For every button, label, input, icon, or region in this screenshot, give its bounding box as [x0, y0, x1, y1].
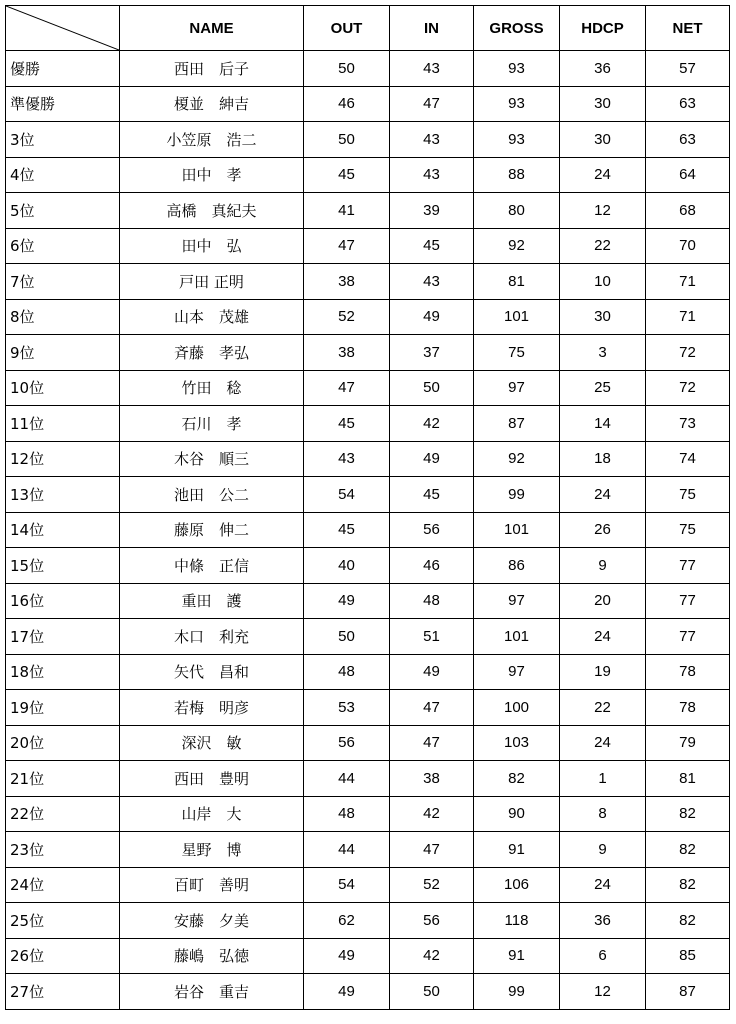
player-name-cell: 重田 護 — [120, 583, 304, 619]
in-score-cell: 46 — [390, 548, 474, 584]
column-header-out: OUT — [304, 6, 390, 51]
in-score-cell: 47 — [390, 725, 474, 761]
net-score-cell: 63 — [646, 122, 730, 158]
rank-cell: 準優勝 — [6, 86, 120, 122]
handicap-cell: 22 — [560, 228, 646, 264]
net-score-cell: 71 — [646, 264, 730, 300]
handicap-cell: 8 — [560, 796, 646, 832]
in-score-cell: 43 — [390, 157, 474, 193]
player-name-cell: 池田 公二 — [120, 477, 304, 513]
table-row — [6, 548, 730, 584]
in-score-cell: 56 — [390, 512, 474, 548]
net-score-cell: 78 — [646, 654, 730, 690]
net-score-cell: 71 — [646, 299, 730, 335]
rank-cell: 17位 — [6, 619, 120, 655]
player-name-cell: 深沢 敏 — [120, 725, 304, 761]
handicap-cell: 36 — [560, 51, 646, 87]
handicap-cell: 24 — [560, 867, 646, 903]
gross-score-cell: 101 — [474, 619, 560, 655]
header-row — [6, 6, 730, 51]
gross-score-cell: 103 — [474, 725, 560, 761]
player-name-cell: 西田 豊明 — [120, 761, 304, 797]
player-name-cell: 西田 后子 — [120, 51, 304, 87]
in-score-cell: 47 — [390, 832, 474, 868]
table-row — [6, 867, 730, 903]
in-score-cell: 38 — [390, 761, 474, 797]
out-score-cell: 47 — [304, 228, 390, 264]
player-name-cell: 百町 善明 — [120, 867, 304, 903]
player-name-cell: 石川 孝 — [120, 406, 304, 442]
net-score-cell: 73 — [646, 406, 730, 442]
rank-cell: 11位 — [6, 406, 120, 442]
out-score-cell: 41 — [304, 193, 390, 229]
handicap-cell: 24 — [560, 477, 646, 513]
player-name-cell: 木谷 順三 — [120, 441, 304, 477]
gross-score-cell: 92 — [474, 441, 560, 477]
in-score-cell: 49 — [390, 299, 474, 335]
out-score-cell: 49 — [304, 974, 390, 1010]
out-score-cell: 50 — [304, 51, 390, 87]
rank-cell: 24位 — [6, 867, 120, 903]
out-score-cell: 54 — [304, 477, 390, 513]
handicap-cell: 30 — [560, 122, 646, 158]
rank-cell: 5位 — [6, 193, 120, 229]
net-score-cell: 82 — [646, 796, 730, 832]
handicap-cell: 12 — [560, 193, 646, 229]
table-row — [6, 619, 730, 655]
table-row — [6, 86, 730, 122]
net-score-cell: 75 — [646, 512, 730, 548]
table-row — [6, 512, 730, 548]
player-name-cell: 矢代 昌和 — [120, 654, 304, 690]
out-score-cell: 38 — [304, 264, 390, 300]
gross-score-cell: 90 — [474, 796, 560, 832]
gross-score-cell: 97 — [474, 370, 560, 406]
handicap-cell: 14 — [560, 406, 646, 442]
in-score-cell: 45 — [390, 228, 474, 264]
handicap-cell: 20 — [560, 583, 646, 619]
table-row — [6, 299, 730, 335]
gross-score-cell: 118 — [474, 903, 560, 939]
rank-cell: 18位 — [6, 654, 120, 690]
net-score-cell: 68 — [646, 193, 730, 229]
rank-cell: 14位 — [6, 512, 120, 548]
gross-score-cell: 93 — [474, 86, 560, 122]
handicap-cell: 9 — [560, 832, 646, 868]
out-score-cell: 44 — [304, 761, 390, 797]
gross-score-cell: 99 — [474, 974, 560, 1010]
net-score-cell: 64 — [646, 157, 730, 193]
out-score-cell: 49 — [304, 938, 390, 974]
in-score-cell: 39 — [390, 193, 474, 229]
rank-cell: 19位 — [6, 690, 120, 726]
in-score-cell: 47 — [390, 690, 474, 726]
net-score-cell: 82 — [646, 903, 730, 939]
table-row — [6, 761, 730, 797]
handicap-cell: 24 — [560, 619, 646, 655]
player-name-cell: 高橋 真紀夫 — [120, 193, 304, 229]
table-row — [6, 122, 730, 158]
table-row — [6, 974, 730, 1010]
rank-cell: 16位 — [6, 583, 120, 619]
gross-score-cell: 92 — [474, 228, 560, 264]
net-score-cell: 70 — [646, 228, 730, 264]
in-score-cell: 50 — [390, 370, 474, 406]
handicap-cell: 24 — [560, 157, 646, 193]
table-row — [6, 441, 730, 477]
player-name-cell: 斉藤 孝弘 — [120, 335, 304, 371]
rank-cell: 13位 — [6, 477, 120, 513]
column-header-in: IN — [390, 6, 474, 51]
in-score-cell: 43 — [390, 264, 474, 300]
out-score-cell: 45 — [304, 157, 390, 193]
gross-score-cell: 93 — [474, 122, 560, 158]
rank-cell: 7位 — [6, 264, 120, 300]
net-score-cell: 82 — [646, 832, 730, 868]
player-name-cell: 中條 正信 — [120, 548, 304, 584]
out-score-cell: 62 — [304, 903, 390, 939]
player-name-cell: 木口 利充 — [120, 619, 304, 655]
rank-cell: 25位 — [6, 903, 120, 939]
table-row — [6, 370, 730, 406]
net-score-cell: 77 — [646, 583, 730, 619]
player-name-cell: 竹田 稔 — [120, 370, 304, 406]
rank-cell: 12位 — [6, 441, 120, 477]
table-row — [6, 228, 730, 264]
gross-score-cell: 101 — [474, 512, 560, 548]
column-header-net: NET — [646, 6, 730, 51]
handicap-cell: 22 — [560, 690, 646, 726]
net-score-cell: 77 — [646, 619, 730, 655]
in-score-cell: 42 — [390, 406, 474, 442]
table-row — [6, 903, 730, 939]
diagonal-line — [6, 6, 119, 50]
out-score-cell: 54 — [304, 867, 390, 903]
out-score-cell: 40 — [304, 548, 390, 584]
column-header-gross: GROSS — [474, 6, 560, 51]
player-name-cell: 榎並 紳吉 — [120, 86, 304, 122]
gross-score-cell: 81 — [474, 264, 560, 300]
gross-score-cell: 97 — [474, 583, 560, 619]
out-score-cell: 38 — [304, 335, 390, 371]
rank-cell: 6位 — [6, 228, 120, 264]
player-name-cell: 田中 弘 — [120, 228, 304, 264]
gross-score-cell: 93 — [474, 51, 560, 87]
out-score-cell: 44 — [304, 832, 390, 868]
player-name-cell: 藤嶋 弘徳 — [120, 938, 304, 974]
rank-cell: 22位 — [6, 796, 120, 832]
gross-score-cell: 80 — [474, 193, 560, 229]
rank-cell: 10位 — [6, 370, 120, 406]
player-name-cell: 小笠原 浩二 — [120, 122, 304, 158]
handicap-cell: 36 — [560, 903, 646, 939]
gross-score-cell: 75 — [474, 335, 560, 371]
net-score-cell: 79 — [646, 725, 730, 761]
net-score-cell: 72 — [646, 370, 730, 406]
in-score-cell: 56 — [390, 903, 474, 939]
out-score-cell: 47 — [304, 370, 390, 406]
table-row — [6, 51, 730, 87]
rank-cell: 20位 — [6, 725, 120, 761]
out-score-cell: 50 — [304, 122, 390, 158]
handicap-cell: 1 — [560, 761, 646, 797]
handicap-cell: 25 — [560, 370, 646, 406]
table-row — [6, 938, 730, 974]
handicap-cell: 3 — [560, 335, 646, 371]
net-score-cell: 78 — [646, 690, 730, 726]
handicap-cell: 18 — [560, 441, 646, 477]
out-score-cell: 43 — [304, 441, 390, 477]
in-score-cell: 43 — [390, 51, 474, 87]
gross-score-cell: 88 — [474, 157, 560, 193]
gross-score-cell: 82 — [474, 761, 560, 797]
out-score-cell: 50 — [304, 619, 390, 655]
gross-score-cell: 91 — [474, 938, 560, 974]
in-score-cell: 51 — [390, 619, 474, 655]
handicap-cell: 26 — [560, 512, 646, 548]
table-row — [6, 583, 730, 619]
out-score-cell: 56 — [304, 725, 390, 761]
rank-cell: 21位 — [6, 761, 120, 797]
rank-cell: 優勝 — [6, 51, 120, 87]
rank-cell: 15位 — [6, 548, 120, 584]
net-score-cell: 77 — [646, 548, 730, 584]
rank-cell: 26位 — [6, 938, 120, 974]
gross-score-cell: 91 — [474, 832, 560, 868]
gross-score-cell: 101 — [474, 299, 560, 335]
out-score-cell: 53 — [304, 690, 390, 726]
gross-score-cell: 97 — [474, 654, 560, 690]
handicap-cell: 6 — [560, 938, 646, 974]
table-row — [6, 832, 730, 868]
handicap-cell: 10 — [560, 264, 646, 300]
player-name-cell: 田中 孝 — [120, 157, 304, 193]
table-row — [6, 193, 730, 229]
out-score-cell: 45 — [304, 512, 390, 548]
in-score-cell: 49 — [390, 441, 474, 477]
diagonal-corner-cell — [6, 6, 120, 51]
in-score-cell: 48 — [390, 583, 474, 619]
handicap-cell: 19 — [560, 654, 646, 690]
table-header — [6, 6, 730, 51]
net-score-cell: 82 — [646, 867, 730, 903]
gross-score-cell: 99 — [474, 477, 560, 513]
in-score-cell: 43 — [390, 122, 474, 158]
table-row — [6, 264, 730, 300]
out-score-cell: 48 — [304, 654, 390, 690]
in-score-cell: 52 — [390, 867, 474, 903]
handicap-cell: 9 — [560, 548, 646, 584]
table-row — [6, 725, 730, 761]
player-name-cell: 藤原 伸二 — [120, 512, 304, 548]
net-score-cell: 85 — [646, 938, 730, 974]
in-score-cell: 49 — [390, 654, 474, 690]
out-score-cell: 48 — [304, 796, 390, 832]
in-score-cell: 42 — [390, 796, 474, 832]
rank-cell: 27位 — [6, 974, 120, 1010]
rank-cell: 23位 — [6, 832, 120, 868]
gross-score-cell: 87 — [474, 406, 560, 442]
in-score-cell: 37 — [390, 335, 474, 371]
gross-score-cell: 100 — [474, 690, 560, 726]
player-name-cell: 岩谷 重吉 — [120, 974, 304, 1010]
player-name-cell: 山本 茂雄 — [120, 299, 304, 335]
handicap-cell: 30 — [560, 86, 646, 122]
column-header-name: NAME — [120, 6, 304, 51]
table-row — [6, 690, 730, 726]
handicap-cell: 30 — [560, 299, 646, 335]
table-body — [6, 51, 730, 1010]
rank-cell: 8位 — [6, 299, 120, 335]
in-score-cell: 45 — [390, 477, 474, 513]
out-score-cell: 52 — [304, 299, 390, 335]
column-header-hdcp: HDCP — [560, 6, 646, 51]
table-row — [6, 157, 730, 193]
table-row — [6, 477, 730, 513]
in-score-cell: 42 — [390, 938, 474, 974]
net-score-cell: 74 — [646, 441, 730, 477]
net-score-cell: 63 — [646, 86, 730, 122]
table-row — [6, 796, 730, 832]
net-score-cell: 75 — [646, 477, 730, 513]
table-row — [6, 335, 730, 371]
rank-cell: 3位 — [6, 122, 120, 158]
player-name-cell: 星野 博 — [120, 832, 304, 868]
net-score-cell: 81 — [646, 761, 730, 797]
gross-score-cell: 106 — [474, 867, 560, 903]
table-row — [6, 654, 730, 690]
in-score-cell: 50 — [390, 974, 474, 1010]
player-name-cell: 若梅 明彦 — [120, 690, 304, 726]
player-name-cell: 安藤 夕美 — [120, 903, 304, 939]
player-name-cell: 戸田 正明 — [120, 264, 304, 300]
results-table — [5, 5, 730, 1010]
rank-cell: 4位 — [6, 157, 120, 193]
handicap-cell: 12 — [560, 974, 646, 1010]
player-name-cell: 山岸 大 — [120, 796, 304, 832]
out-score-cell: 46 — [304, 86, 390, 122]
out-score-cell: 49 — [304, 583, 390, 619]
out-score-cell: 45 — [304, 406, 390, 442]
net-score-cell: 57 — [646, 51, 730, 87]
net-score-cell: 72 — [646, 335, 730, 371]
in-score-cell: 47 — [390, 86, 474, 122]
handicap-cell: 24 — [560, 725, 646, 761]
table-row — [6, 406, 730, 442]
gross-score-cell: 86 — [474, 548, 560, 584]
net-score-cell: 87 — [646, 974, 730, 1010]
rank-cell: 9位 — [6, 335, 120, 371]
